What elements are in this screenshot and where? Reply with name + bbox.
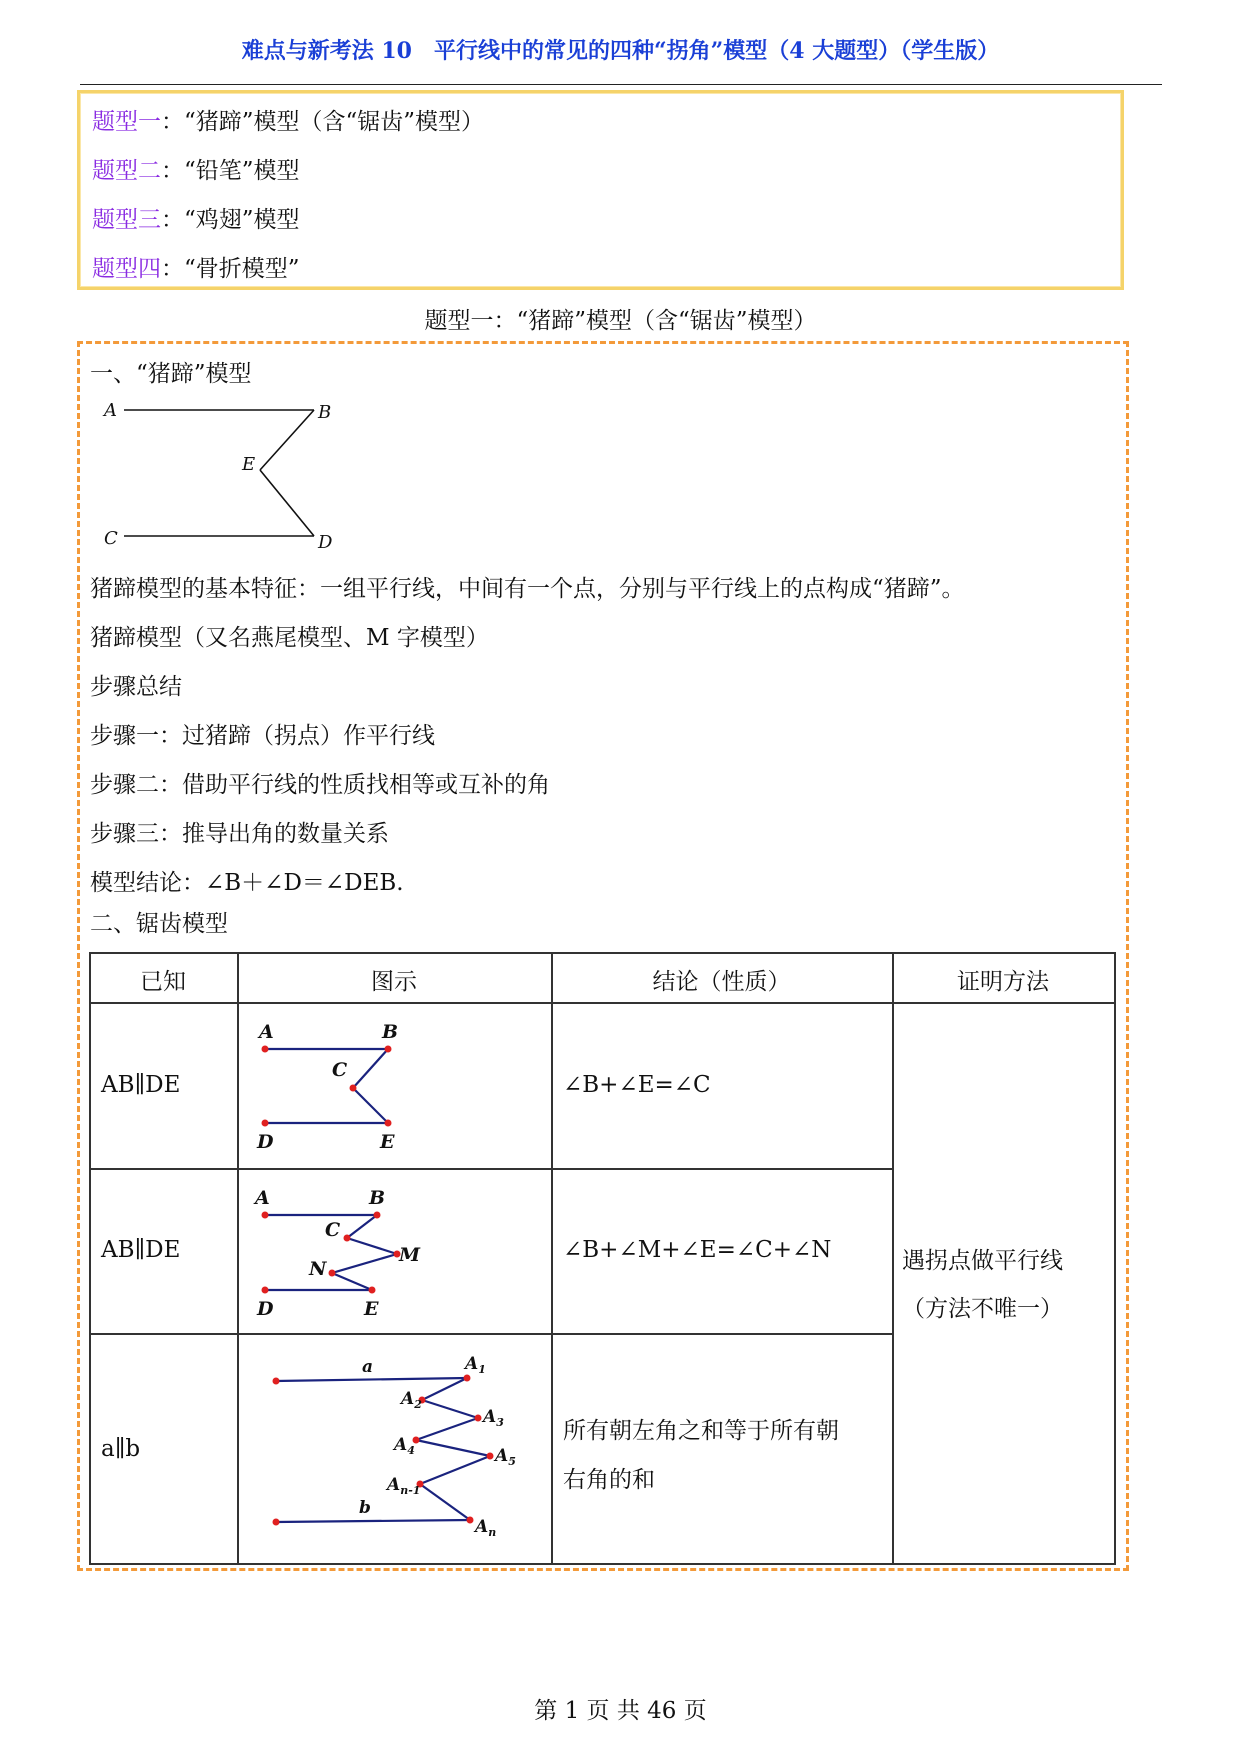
toc-text: ：“骨折模型” — [161, 256, 300, 282]
fig2-label-a: A — [255, 1187, 270, 1209]
toc-label: 题型四 — [92, 256, 161, 282]
fig3-letter: A — [401, 1389, 415, 1409]
row3-conclusion-line2: 右角的和 — [563, 1467, 655, 1493]
label-a: A — [104, 400, 117, 421]
toc-item-1 — [92, 103, 484, 136]
section-title: 题型一：“猪蹄”模型（含“锯齿”模型） — [424, 308, 817, 334]
toc-box — [77, 90, 1124, 290]
fig3-label-b: b — [359, 1498, 371, 1518]
label-d: D — [318, 532, 333, 553]
steps-title: 步骤总结 — [90, 674, 182, 700]
header-figure: 图示 — [371, 969, 417, 995]
saw-figure-1 — [237, 1003, 551, 1168]
model-conclusion: 模型结论：∠B＋∠D＝∠DEB. — [90, 870, 404, 896]
saw-model-table — [89, 952, 1116, 1564]
fig1-label-c: C — [332, 1059, 348, 1081]
fig2-label-b: B — [369, 1187, 386, 1209]
fig2-label-e: E — [364, 1298, 379, 1320]
toc-label: 题型二 — [92, 158, 161, 184]
step-1: 步骤一：过猪蹄（拐点）作平行线 — [90, 723, 435, 749]
fig3-label-a2: $A_2$ — [401, 1389, 422, 1411]
fig3-letter: A — [394, 1435, 408, 1455]
fig1-label-b: B — [382, 1021, 399, 1043]
fig3-letter: A — [475, 1517, 489, 1537]
document-title: 难点与新考法 10 平行线中的常见的四种“拐角”模型（4 大题型）（学生版） — [241, 38, 1000, 64]
toc-text: ：“鸡翅”模型 — [161, 207, 300, 233]
method-line-2: （方法不唯一） — [902, 1296, 1063, 1322]
row2-conclusion: ∠B+∠M+∠E=∠C+∠N — [563, 1237, 832, 1263]
line-be — [260, 410, 314, 470]
fig3-letter: A — [495, 1446, 509, 1466]
step-2: 步骤二：借助平行线的性质找相等或互补的角 — [90, 772, 550, 798]
header-conclusion: 结论（性质） — [652, 969, 791, 995]
fig3-label-a: a — [362, 1357, 374, 1377]
feature-text: 猪蹄模型的基本特征：一组平行线，中间有一个点，分别与平行线上的点构成“猪蹄”。 — [90, 576, 965, 602]
heading-saw-model: 二、锯齿模型 — [90, 911, 228, 937]
heading-pig-model: 一、“猪蹄”模型 — [90, 361, 252, 387]
fig3-label-a3: $A_3$ — [483, 1407, 504, 1429]
fig2-label-m: M — [399, 1244, 421, 1266]
toc-text: ：“猪蹄”模型（含“锯齿”模型） — [161, 109, 485, 135]
toc-label: 题型三 — [92, 207, 161, 233]
toc-text: ：“铅笔”模型 — [161, 158, 300, 184]
row2-given: AB∥DE — [101, 1237, 181, 1263]
row3-conclusion-line1: 所有朝左角之和等于所有朝 — [563, 1418, 839, 1444]
header-rule — [80, 84, 1162, 85]
saw-figure-2 — [237, 1169, 551, 1333]
fig3-letter: A — [387, 1475, 401, 1495]
alias-text: 猪蹄模型（又名燕尾模型、M 字模型） — [90, 625, 489, 651]
fig2-label-c: C — [325, 1219, 341, 1241]
row1-given: AB∥DE — [101, 1072, 181, 1098]
toc-item-2 — [92, 152, 300, 185]
label-c: C — [104, 528, 118, 549]
fig2-label-d: D — [257, 1298, 274, 1320]
fig3-letter: A — [483, 1407, 497, 1427]
header-given: 已知 — [140, 969, 186, 995]
fig3-label-a5: $A_5$ — [495, 1446, 516, 1468]
fig3-letter: A — [465, 1354, 479, 1374]
toc-item-4 — [92, 250, 300, 283]
header-method: 证明方法 — [957, 969, 1049, 995]
method-line-1: 遇拐点做平行线 — [902, 1248, 1063, 1274]
fig3-label-a1: $A_1$ — [465, 1354, 486, 1376]
saw-figure-3 — [237, 1334, 551, 1563]
label-e: E — [242, 454, 256, 475]
page-footer: 第 1 页 共 46 页 — [534, 1698, 707, 1724]
fig3-label-an1: $A_{n-1}$ — [387, 1475, 421, 1497]
fig1-label-a: A — [259, 1021, 274, 1043]
toc-label: 题型一 — [92, 109, 161, 135]
label-b: B — [318, 402, 332, 423]
fig2-label-n: N — [309, 1258, 327, 1280]
fig3-label-an: $A_n$ — [475, 1517, 497, 1539]
fig1-label-e: E — [380, 1131, 395, 1153]
row1-conclusion: ∠B+∠E=∠C — [563, 1072, 711, 1098]
toc-item-3 — [92, 201, 300, 234]
fig1-label-d: D — [257, 1131, 274, 1153]
pig-hoof-figure — [100, 398, 360, 558]
line-ed — [260, 470, 314, 536]
fig3-label-a4: $A_4$ — [394, 1435, 415, 1457]
step-3: 步骤三：推导出角的数量关系 — [90, 821, 389, 847]
row3-given: a∥b — [101, 1436, 141, 1462]
